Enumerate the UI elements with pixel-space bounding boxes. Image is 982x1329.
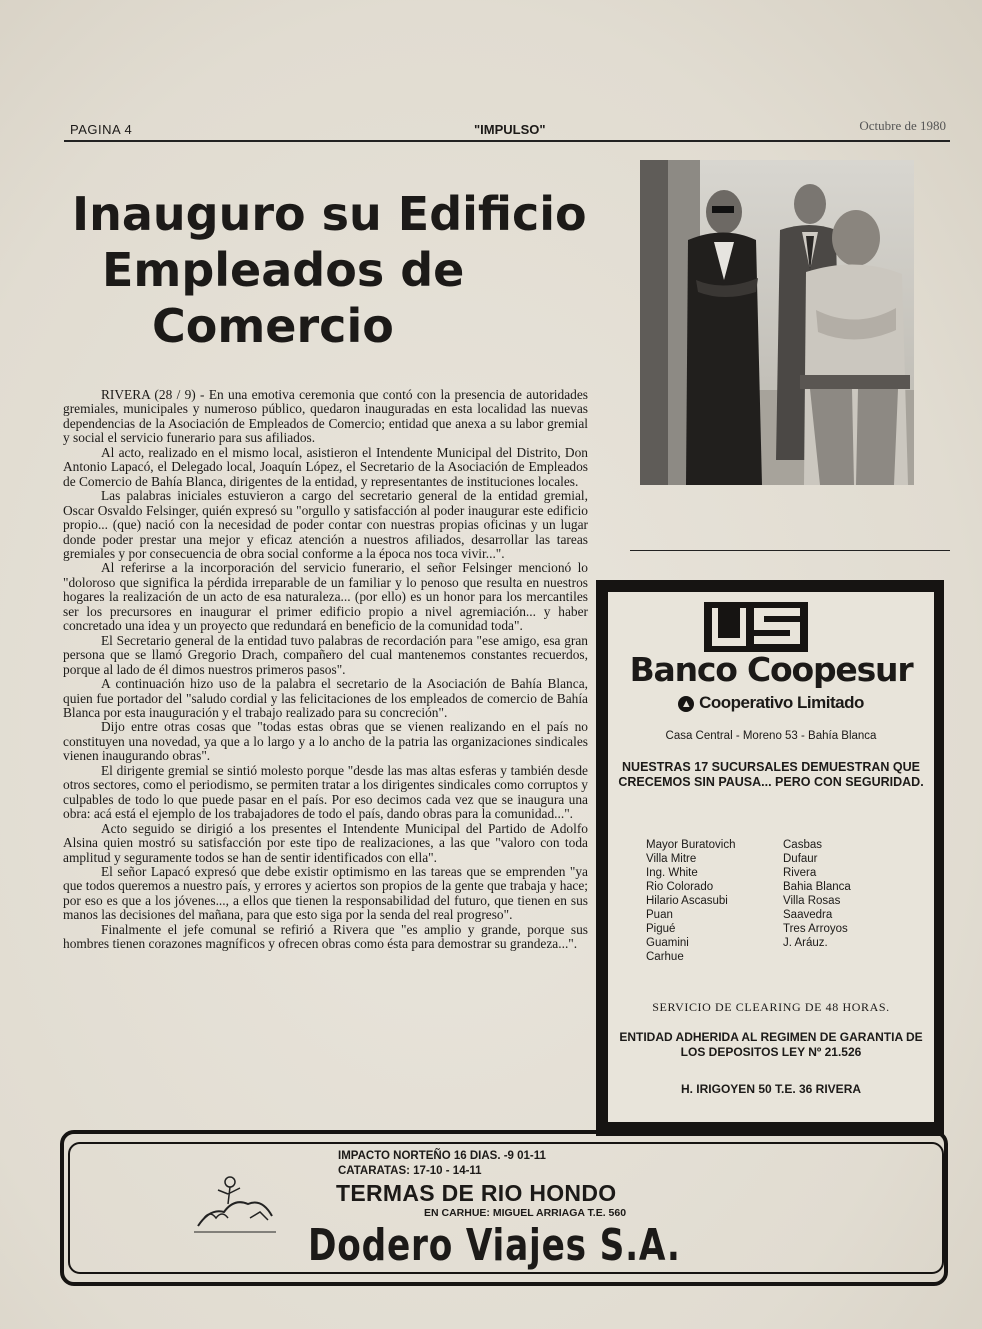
bank-headline: NUESTRAS 17 SUCURSALES DEMUESTRAN QUE CRECEMOS SIN PAUSA... PERO CON SEGURIDAD.: [618, 760, 924, 789]
bank-subtitle-text: Cooperativo Limitado: [699, 693, 864, 712]
branch-item: Casbas: [783, 839, 822, 851]
branch-item: Saavedra: [783, 909, 833, 921]
branch-list-left: [646, 838, 735, 964]
bank-ad-panel: [608, 592, 934, 1122]
issue-date: Octubre de 1980: [859, 118, 946, 133]
branch-item: Mayor Buratovich: [646, 839, 736, 851]
cooperative-emblem-icon: ▲: [678, 696, 694, 712]
article-paragraph: A continuación hizo uso de la palabra el secretario de la Asociación de Bahía Blanca, quien fue portador del "saludo cordial y las felicitaciones de los empleados de comercio de Bahía Blanca por esta inauguración y el trabajo realizado para su concreción".: [63, 676, 588, 720]
branch-item: Bahia Blanca: [783, 881, 851, 893]
page-number: PAGINA 4: [70, 122, 133, 137]
branch-item: Carhue: [646, 951, 684, 963]
article-paragraph: RIVERA (28 / 9) - En una emotiva ceremonia que contó con la presencia de autoridades gremiales, municipales y numeroso público, quedaron inauguradas en esta localidad las nuevas dependencias de la Asociación de Empleados de Comercio; entidad que anexa a su labor gremial y social el servicio funerario para sus afiliados.: [63, 387, 588, 446]
headline-line-2: Empleados de: [102, 243, 465, 297]
event-photo: [640, 160, 914, 485]
article-headline: [72, 186, 587, 354]
travel-illustration-icon: [190, 1168, 280, 1238]
article-paragraph: El dirigente gremial se sintió molesto porque "desde las mas altas esferas y también desde otros sectores, como el periodismo, se permiten tratar a los dirigentes sindicales como corruptos y culpables de todo lo que puede pasar en el país. Por eso decimos cada vez que se inaugura una obra: acá está el ejemplo de los trabajadores de todo el país, dando obras para la comunidad...".: [63, 762, 588, 822]
tour-line-2: CATARATAS: 17-10 - 14-11: [338, 1165, 482, 1177]
article-paragraph: Dijo entre otras cosas que "todas estas obras que se vienen realizando en el país no constituyen una novedad, ya que a lo largo y a lo ancho de la patria las organizaciones sindicales vienen inaugurando obras".: [63, 719, 588, 764]
bank-service: SERVICIO DE CLEARING DE 48 HORAS.: [652, 1000, 890, 1014]
branch-item: Villa Rosas: [783, 895, 841, 907]
branch-item: J. Aráuz.: [783, 937, 828, 949]
branch-item: Ing. White: [646, 867, 698, 879]
article-paragraph: Finalmente el jefe comunal se refirió a Rivera que "es amplio y grande, porque sus hombres tienen corazones magníficos y ofrecen obras como ésta para demostrar su grandeza...".: [63, 921, 588, 952]
tour-headline: TERMAS DE RIO HONDO: [336, 1180, 617, 1206]
branch-item: Dufaur: [783, 853, 818, 865]
tour-office: EN CARHUE: MIGUEL ARRIAGA T.E. 560: [424, 1207, 627, 1219]
travel-company-name: Dodero Viajes S.A.: [308, 1220, 681, 1271]
bank-guarantee: ENTIDAD ADHERIDA AL REGIMEN DE GARANTIA DE LOS DEPOSITOS LEY Nº 21.526: [619, 1030, 923, 1059]
article-paragraph: El Secretario general de la entidad tuvo palabras de recordación para "ese amigo, esa gran persona que se llamó Gregorio Drach, compañero del cual mantenemos constantes recuerdos, porque al lado de él dimos nuestros primeros pasos".: [63, 632, 588, 677]
article-paragraph: Las palabras iniciales estuvieron a cargo del secretario general de la entidad gremial, Oscar Osvaldo Felsinger, quién expresó su "orgullo y satisfacción al poder inaugurar este edificio propio... (que) nació con la necesidad de poder contar con nuestras propias oficinas y un lugar donde poder prestar una mejor y eficaz atención a nuestros afiliados, desarrollar las tareas gremiales y por consecuencia de obra social conforme a la época nos toca vivir...".: [63, 488, 588, 561]
bank-name: Banco Coopesur: [629, 650, 913, 689]
bank-head-office: Casa Central - Moreno 53 - Bahía Blanca: [665, 730, 877, 742]
branch-item: Guamini: [646, 937, 689, 949]
branch-item: Puan: [646, 909, 673, 921]
branch-item: Pigué: [646, 923, 676, 935]
branch-item: Villa Mitre: [646, 853, 697, 865]
article-paragraph: Al referirse a la incorporación del servicio funerario, el señor Felsinger mencionó lo "doloroso que significa la pérdida irreparable de un familiar y lo penoso que resulta en nuestros hogares la realización de un acto de esa naturaleza... (por ello) es un honor para los mercantiles ser los precursores en inaugurar el primer edificio propio a nivel agremiación... y haber concretado una idea y un proyecto que redundará en beneficio de la comunidad toda".: [63, 560, 588, 634]
article-paragraph: Acto seguido se dirigió a los presentes el Intendente Municipal del Partido de Adolfo Alsina quien mostró su satisfacción por este tipo de realizaciones, a las que "valoro con toda amplitud y seguramente todos se han de sentir identificados con ella".: [63, 820, 588, 865]
publication-name: "IMPULSO": [474, 122, 546, 137]
branch-item: Rio Colorado: [646, 881, 714, 893]
headline-line-1: Inauguro su Edificio: [72, 187, 587, 241]
tour-line-1: IMPACTO NORTEÑO 16 DIAS. -9 01-11: [338, 1150, 546, 1162]
page-header: [64, 118, 950, 142]
branch-item: Rivera: [783, 867, 817, 879]
article-paragraph: Al acto, realizado en el mismo local, asistieron el Intendente Municipal del Distrito, Don Antonio Lapacó, el Delegado local, Joaquín López, el Secretario de la Asociación de Empleados de Comercio de Bahía Blanca, dirigentes de la entidad, y representantes de instituciones locales.: [63, 444, 588, 489]
column-divider: [630, 550, 950, 551]
branch-item: Hilario Ascasubi: [646, 895, 728, 907]
branch-item: Tres Arroyos: [783, 923, 848, 935]
article-paragraph: El señor Lapacó expresó que debe existir optimismo en las tareas que se emprenden "ya que todos queremos a nuestro país, y errores y aciertos son propios de la gente que trabaja y hace; por eso es que a los jóvenes..., a ellos que tienen la responsabilidad del futuro, que tienen en sus manos las decisiones del mañana, para que esto siga por la senda del real progreso".: [63, 863, 588, 923]
article-body: [63, 388, 588, 952]
bank-subtitle: [608, 693, 934, 713]
bank-advertisement: [596, 580, 944, 1136]
bank-logo-icon: [704, 602, 808, 652]
branch-list-right: [783, 838, 851, 950]
headline-line-3: Comercio: [152, 299, 394, 353]
bank-local-address: H. IRIGOYEN 50 T.E. 36 RIVERA: [680, 1082, 862, 1096]
